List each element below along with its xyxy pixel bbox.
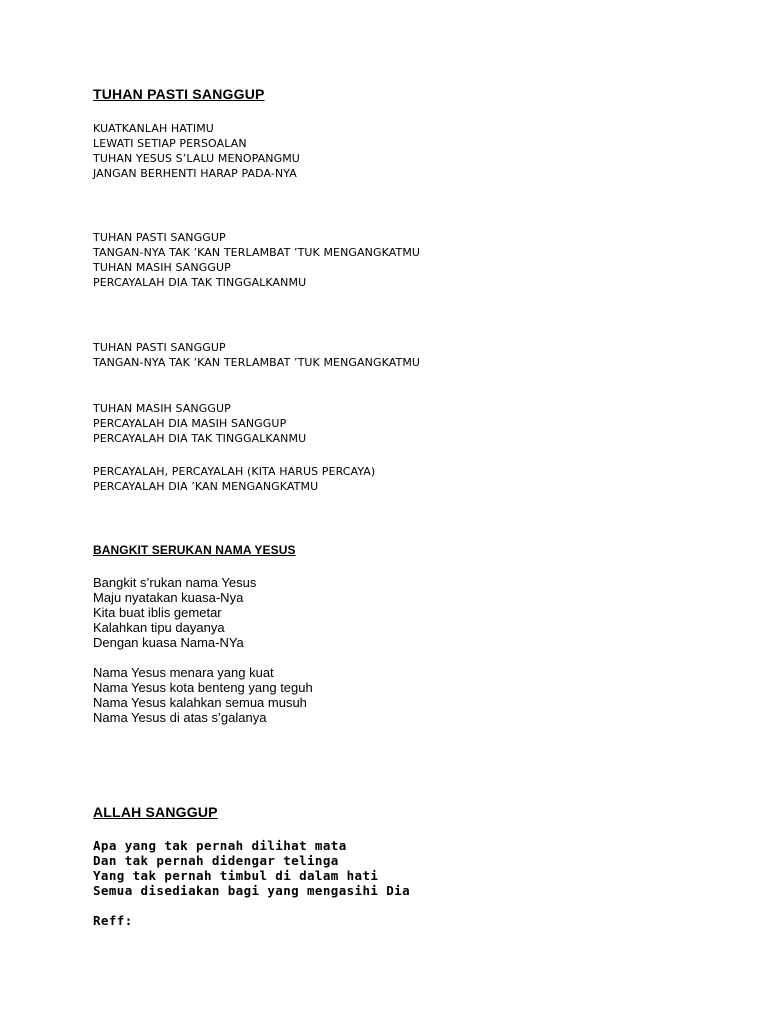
lyric-line: Nama Yesus di atas s’galanya [93,710,267,725]
lyric-line: KUATKANLAH HATIMU [93,122,214,135]
lyric-line: PERCAYALAH DIA TAK TINGGALKANMU [93,432,307,445]
lyric-line: PERCAYALAH, PERCAYALAH (KITA HARUS PERCAYA) [93,465,376,478]
song-title-bangkit-serukan-nama-yesus: BANGKIT SERUKAN NAMA YESUS [93,543,296,557]
lyric-line: Nama Yesus kalahkan semua musuh [93,695,307,710]
lyric-line: Nama Yesus kota benteng yang teguh [93,680,313,695]
lyric-line: TANGAN-NYA TAK ’KAN TERLAMBAT ’TUK MENGANGKATMU [93,356,421,369]
lyric-line: Maju nyatakan kuasa-Nya [93,590,244,605]
song-title-allah-sanggup: ALLAH SANGGUP [93,804,218,820]
lyric-line: LEWATI SETIAP PERSOALAN [93,137,247,150]
lyric-line: Kita buat iblis gemetar [93,605,222,620]
lyric-line: TUHAN PASTI SANGGUP [93,341,226,354]
lyric-line: PERCAYALAH DIA ’KAN MENGANGKATMU [93,480,319,493]
song-title-tuhan-pasti-sanggup: TUHAN PASTI SANGGUP [93,86,265,102]
lyric-line: JANGAN BERHENTI HARAP PADA-NYA [93,167,297,180]
song1-chorus1 [93,230,420,290]
song3-verse1 [93,838,410,898]
song1-ending [93,464,375,494]
song2-verse1 [93,575,256,650]
lyric-line: Apa yang tak pernah dilihat mata [93,838,347,853]
lyric-line: Semua disediakan bagi yang mengasihi Dia [93,883,411,898]
lyric-line: TUHAN MASIH SANGGUP [93,402,231,415]
lyric-line: PERCAYALAH DIA MASIH SANGGUP [93,417,287,430]
reff-label: Reff: [93,913,133,928]
lyric-line: Nama Yesus menara yang kuat [93,665,274,680]
lyric-line: Kalahkan tipu dayanya [93,620,225,635]
song1-verse1 [93,121,300,181]
lyric-line: Dengan kuasa Nama-NYa [93,635,244,650]
lyric-line: Yang tak pernah timbul di dalam hati [93,868,379,883]
lyric-line: Dan tak pernah didengar telinga [93,853,339,868]
lyric-line: TUHAN MASIH SANGGUP [93,261,231,274]
lyric-line: Bangkit s’rukan nama Yesus [93,575,257,590]
lyric-line: TUHAN PASTI SANGGUP [93,231,226,244]
song1-chorus2 [93,340,420,370]
song1-chorus3 [93,401,306,446]
lyric-line: PERCAYALAH DIA TAK TINGGALKANMU [93,276,307,289]
lyric-line: TUHAN YESUS S’LALU MENOPANGMU [93,152,300,165]
lyric-line: TANGAN-NYA TAK ’KAN TERLAMBAT ’TUK MENGANGKATMU [93,246,421,259]
song2-verse2 [93,665,313,725]
